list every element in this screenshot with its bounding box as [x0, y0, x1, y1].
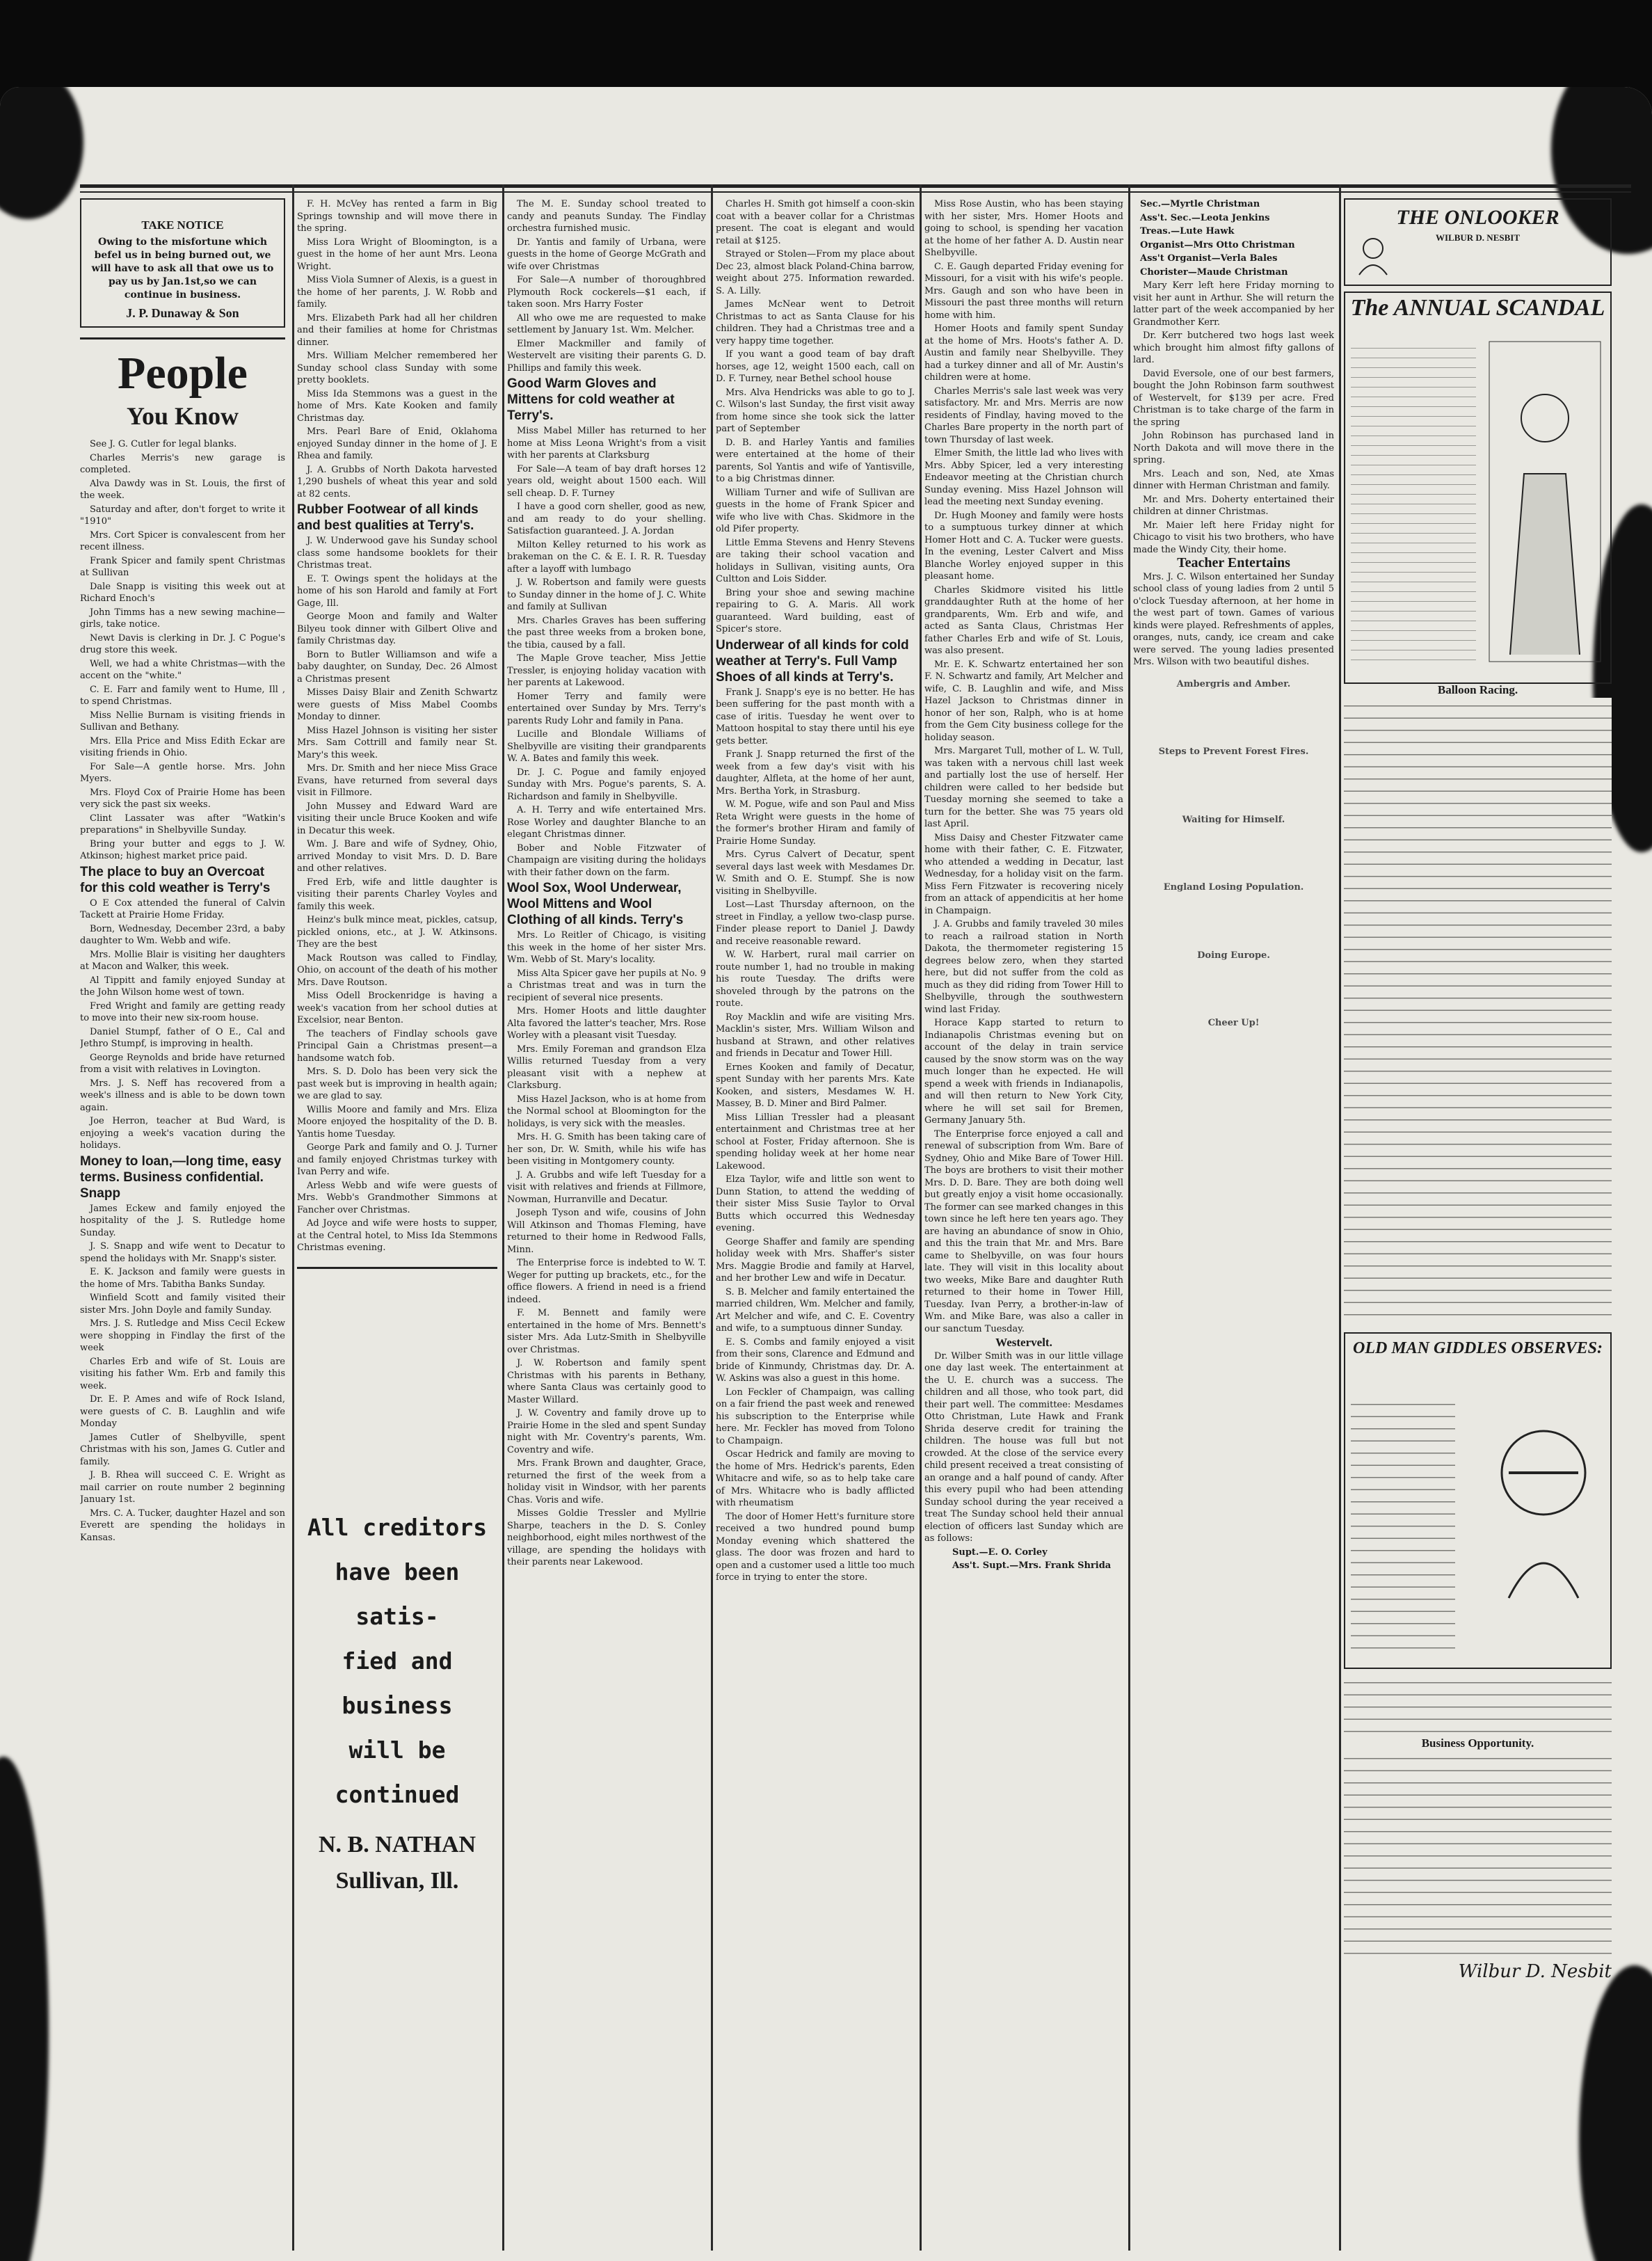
business-heading: Business Opportunity. [1421, 1736, 1534, 1750]
small-heading: Doing Europe. [1197, 950, 1270, 961]
old-man-cartoon-icon [1467, 1389, 1606, 1654]
wool-ad: Wool Sox, Wool Underwear, Wool Mittens and Wool Clothing of all kinds. Terry's [507, 881, 684, 927]
news-item: Mrs. Alva Hendricks was able to go to J. C. Wilson's last Sunday, the first visit away from home since she took sick the latter part of September [716, 387, 915, 434]
news-item: George Park and family and O. J. Turner and family enjoyed Christmas turkey with Ivan Perry and wife. [297, 1142, 497, 1177]
news-item: James Cutler of Shelbyville, spent Christmas with his son, James G. Cutler and family. [80, 1432, 285, 1467]
news-item: Born, Wednesday, December 23rd, a baby daughter to Wm. Webb and wife. [80, 923, 285, 946]
news-item: Frank J. Snapp returned the first of the week from a few day's visit with his daughter, Alfleta, at the home of her aunt, Mrs. Bertha York, in Strasburg. [716, 749, 915, 797]
news-item: John Mussey and Edward Ward are visiting their uncle Bruce Kooken and wife in Decatur this week. [297, 801, 497, 836]
news-item: Miss Ida Stemmons was a guest in the home of Mrs. Kate Kooken and family Christmas day. [297, 388, 497, 424]
news-item: The Maple Grove teacher, Miss Jettie Tressler, is enjoying holiday vacation with her parents at Lakewood. [507, 653, 706, 688]
news-item: Frank Spicer and family spent Christmas at Sullivan [80, 555, 285, 578]
news-item: Mrs. Ella Price and Miss Edith Eckar are visiting friends in Ohio. [80, 735, 285, 758]
news-item: Mr. E. K. Schwartz entertained her son F. N. Schwartz and family, Art Melcher and wife, C. B. Laughlin and wife, and Miss Hazel Jackson to Christmas dinner in honor of her son, Ralph, who is at home from the Gem City business college for the holiday season. [924, 659, 1123, 743]
column-7 [1344, 198, 1612, 2251]
officer-line: Chorister—Maude Christman [1140, 266, 1288, 278]
people-list-2 [80, 897, 285, 1152]
officer-line: Sec.—Myrtle Christman [1140, 199, 1260, 209]
news-item: O E Cox attended the funeral of Calvin Tackett at Prairie Home Friday. [80, 897, 285, 920]
news-item: Dale Snapp is visiting this week out at Richard Enoch's [80, 581, 285, 604]
officer-line: Treas.—Lute Hawk [1140, 226, 1235, 237]
notice-signature: J. P. Dunaway & Son [126, 305, 239, 320]
news-item: Alva Dawdy was in St. Louis, the first of the week. [80, 478, 285, 501]
news-item: Miss Nellie Burnam is visiting friends in Sullivan and Bethany. [80, 710, 285, 733]
col2-list-2 [297, 535, 497, 1254]
news-item: Mrs. Elizabeth Park had all her children and their families at home for Christmas dinner. [297, 312, 497, 348]
news-item: Charles Merris's sale last week was very satisfactory. Mr. and Mrs. Merris are now residents of Findlay, having moved to the Charles Bare property in the north part of town Thursday of last week. [924, 385, 1123, 445]
scandal-illustration-icon [1482, 335, 1607, 669]
people-subtitle: You Know [126, 402, 239, 430]
news-item: Mrs. J. S. Rutledge and Miss Cecil Eckew were shopping in Findlay the first of the week [80, 1318, 285, 1353]
news-item: Mrs. Frank Brown and daughter, Grace, returned the first of the week from a holiday visit in Windsor, with her parents Chas. Voris and wife. [507, 1458, 706, 1505]
officer-line: Ass't. Sec.—Leota Jenkins [1140, 212, 1270, 223]
news-item: Mrs. H. G. Smith has been taking care of her son, Dr. W. Smith, while his wife has been visiting in Montgomery county. [507, 1132, 706, 1167]
news-item: Willis Moore and family and Mrs. Eliza Moore enjoyed the hospitality of the D. B. Yantis home Tuesday. [297, 1104, 497, 1140]
news-item: W. W. Harbert, rural mail carrier on route number 1, had no trouble in making his route Tuesday. The drifts were shoveled through by the patrons on the route. [716, 950, 915, 1009]
news-item: Homer Terry and family were entertained over Sunday by Mrs. Terry's parents Rudy Lohr and family in Pana. [507, 691, 706, 726]
news-item: For Sale—A number of thoroughbred Plymouth Rock cockerels—$1 each, if taken soon. Mrs Harry Foster [507, 275, 706, 310]
giddles-title: OLD MAN GIDDLES OBSERVES: [1353, 1339, 1603, 1357]
creditors-name: N. B. NATHAN [318, 1831, 476, 1857]
news-item: Mrs. Charles Graves has been suffering the past three weeks from a broken bone, the tibia, caused by a fall. [507, 615, 706, 650]
news-item: Ernes Kooken and family of Decatur, spent Sunday with her parents Mrs. Kate Kooken, and sisters, Mesdames W. H. Massey, B. D. Miner and Bird Palmer. [716, 1062, 915, 1109]
news-item: Mrs. C. A. Tucker, daughter Hazel and son Everett are spending the holidays in Kansas. [80, 1508, 285, 1543]
news-item: Misses Goldie Tressler and Myllrie Sharpe, teachers in the D. S. Conley neighborhood, eight miles northwest of the village, are spending the holidays with their parents near Lakewood. [507, 1508, 706, 1567]
news-item: Mrs. Leach and son, Ned, ate Xmas dinner with Herman Christman and family. [1133, 468, 1334, 491]
news-item: Mary Kerr left here Friday morning to visit her aunt in Arthur. She will return the latter part of the week accompanied by her Grandmother Kerr. [1133, 280, 1334, 328]
news-item: J. W. Coventry and family drove up to Prairie Home in the sled and spent Sunday night with Mr. Coventry's parents, Wm. Coventry and wife. [507, 1408, 706, 1455]
news-item: W. M. Pogue, wife and son Paul and Miss Reta Wright were guests in the home of the former's brother Hiram and family of Prairie Home Sunday. [716, 799, 915, 847]
creditors-ad [297, 1505, 497, 1896]
news-item: Mr. and Mrs. Doherty entertained their children at dinner Christmas. [1133, 494, 1334, 517]
news-item: Mrs. William Melcher remembered her Sunday school class Sunday with some pretty booklets. [297, 351, 497, 385]
news-item: Elmer Mackmiller and family of Westervelt are visiting their parents G. D. Phillips and family this week. [507, 338, 706, 374]
news-item: The teachers of Findlay schools gave Principal Gain a Christmas present—a handsome watch fob. [297, 1028, 497, 1064]
column-6 [1133, 198, 1334, 2251]
news-item: Fred Erb, wife and little daughter is visiting their parents Charley Voyles and family this week. [297, 877, 497, 912]
news-item: Dr. Kerr butchered two hogs last week which brought him almost fifty gallons of lard. [1133, 330, 1334, 365]
officer-line: Organist—Mrs Otto Christman [1140, 239, 1295, 250]
people-list-3 [80, 1203, 285, 1544]
news-item: J. S. Snapp and wife went to Decatur to spend the holidays with Mr. Snapp's sister. [80, 1241, 285, 1264]
news-item: Elmer Smith, the little lad who lives with Mrs. Abby Spicer, led a very interesting Endeavor meeting at the Christian church Sunday evening. Miss Hazel Johnson will lead the meeting next Sunday evening. [924, 448, 1123, 507]
news-item: The Enterprise force is indebted to W. T. Weger for putting up brackets, etc., for the office flowers. A friend in need is a friend indeed. [507, 1258, 706, 1305]
westervelt-text: Dr. Wilber Smith was in our little village one day last week. The entertainment at the U. E. church was a success. The children and all those, who took part, did their part well. The committee: Mesdames Otto Christman, Lute Hawk and Frank Shrida deserve credit for training the children. The house was full but not crowded. At the close of the service every child present received a treat consisting of an orange and a half pound of candy. After this every pupil who had been attending Sunday school during the year received a treat The Sunday school held their annual election of officers last Sunday which are as follows: [924, 1350, 1123, 1544]
news-item: For Sale—A team of bay draft horses 12 years old, weight about 1500 each. Will sell cheap. D. F. Turney [507, 463, 706, 499]
news-item: Lost—Last Thursday afternoon, on the street in Findlay, a yellow two-clasp purse. Finder please report to Daniel J. Dawdy and receive reasonable reward. [716, 900, 915, 947]
news-item: Roy Macklin and wife are visiting Mrs. Macklin's sister, Mrs. William Wilson and husband at Strawn, and other relatives and friends in Decatur and Tower Hill. [716, 1012, 915, 1059]
news-item: Dr. Yantis and family of Urbana, were guests in the home of George McGrath and wife over Christmas [507, 237, 706, 272]
westervelt-heading: Westervelt. [995, 1336, 1052, 1349]
news-item: Miss Daisy and Chester Fitzwater came home with their father, C. E. Fitzwater, who attended a wedding in Decatur, last Wednesday, for a holiday visit on the farm. Miss Fern Fitzwater is recovering nicely from an attack of appendicitis at her home in Champaign. [924, 832, 1123, 916]
money-ad: Money to loan,—long time, easy terms. Business confidential. Snapp [80, 1153, 282, 1201]
small-heading: Waiting for Himself. [1182, 814, 1285, 825]
news-item: A. H. Terry and wife entertained Mrs. Rose Worley and daughter Blanche to an elegant Christmas dinner. [507, 805, 706, 840]
small-heading: Cheer Up! [1208, 1018, 1260, 1028]
teacher-heading: Teacher Entertains [1177, 555, 1290, 570]
news-item: Mrs. Homer Hoots and little daughter Alta favored the latter's teacher, Mrs. Rose Worley with a pleasant visit Tuesday. [507, 1006, 706, 1041]
column-3 [507, 198, 706, 2251]
news-item: Lucille and Blondale Williams of Shelbyville are visiting their grandparents W. A. Bates and family this week. [507, 729, 706, 764]
news-item: Elza Taylor, wife and little son went to Dunn Station, to attend the wedding of their sister Miss Susie Taylor to Orval Butts which occurred this Wednesday evening. [716, 1174, 915, 1233]
news-item: Mrs. J. S. Neff has recovered from a week's illness and is able to be down town again. [80, 1078, 285, 1113]
news-item: Ad Joyce and wife were hosts to supper, at the Central hotel, to Miss Ida Stemmons Christmas evening. [297, 1218, 497, 1253]
small-heading: Ambergris and Amber. [1176, 678, 1291, 689]
news-item: Bring your shoe and sewing machine repairing to G. A. Maris. All work guaranteed. Ward building, east of Spicer's store. [716, 587, 915, 634]
news-item: Miss Hazel Johnson is visiting her sister Mrs. Sam Cottrill and family near St. Mary's this week. [297, 725, 497, 760]
news-item: Charles Erb and wife of St. Louis are visiting his father Wm. Erb and family this week. [80, 1356, 285, 1391]
news-item: See J. G. Cutler for legal blanks. [90, 439, 237, 449]
creditors-place: Sullivan, Ill. [335, 1867, 459, 1894]
take-notice-box [80, 198, 285, 328]
news-item: David Eversole, one of our best farmers, bought the John Robinson farm southwest of Westervelt, for $139 per acre. Fred Christman is to take charge of the farm in the spring [1133, 368, 1334, 428]
news-item: Dr. J. C. Pogue and family enjoyed Sunday with Mrs. Pogue's parents, S. A. Richardson and family in Shelbyville. [507, 767, 706, 802]
news-item: Joe Herron, teacher at Bud Ward, is enjoying a week's vacation during the holidays. [80, 1116, 285, 1151]
news-item: Daniel Stumpf, father of O E., Cal and Jethro Stumpf, is improving in health. [80, 1026, 285, 1049]
news-item: Heinz's bulk mince meat, pickles, catsup, pickled onions, etc., at J. W. Atkinsons. They are the best [297, 915, 497, 950]
news-item: Mrs. Pearl Bare of Enid, Oklahoma enjoyed Sunday dinner in the home of J. E Rhea and family. [297, 426, 497, 461]
teacher-text: Mrs. J. C. Wilson entertained her Sunday school class of young ladies from 2 until 5 o'clock Tuesday afternoon, at her home in the west part of town. Games of various kinds were played. Refreshments of apples, oranges, nuts, candy, ice cream and cake were served. The young ladies presented Mrs. Wilson with two beautiful dishes. [1133, 571, 1334, 667]
news-item: Homer Hoots and family spent Sunday at the home of Mrs. Hoots's father A. D. Austin and family near Shelbyville. They had a turkey dinner and all of Mr. Austin's children were at home. [924, 323, 1123, 383]
people-list [80, 438, 285, 863]
news-item: Wm. J. Bare and wife of Sydney, Ohio, arrived Monday to visit Mrs. D. D. Bare and other relatives. [297, 839, 497, 874]
creditors-line: will be continued [335, 1736, 460, 1808]
news-item: J. W. Underwood gave his Sunday school class some handsome booklets for their Christmas treat. [297, 536, 497, 570]
news-item: Charles Merris's new garage is completed. [80, 452, 285, 475]
news-item: Miss Alta Spicer gave her pupils at No. 9 a Christmas treat and was in turn the recipient of several nice presents. [507, 968, 706, 1003]
news-item: Horace Kapp started to return to Indianapolis Christmas evening but on account of the delay in train service caused by the snow storm was on the way much longer than he expected. He will spend a week with friends in Indianapolis, and will then return to New York City, where he will set sail for Bremen, Germany January 5th. [924, 1018, 1123, 1126]
officer-line: Ass't. Supt.—Mrs. Frank Shrida [952, 1560, 1112, 1571]
rubber-ad: Rubber Footwear of all kinds and best qualities at Terry's. [297, 502, 479, 533]
news-item: James McNear went to Detroit Christmas to act as Santa Clause for his children. They had a Christmas tree and a very happy time together. [716, 299, 915, 346]
news-item: Mrs. Cort Spicer is convalescent from her recent illness. [80, 529, 285, 552]
overcoat-ad: The place to buy an Overcoat for this cold weather is Terry's [80, 864, 271, 895]
news-item: J. W. Robertson and family were guests to Sunday dinner in the home of J. C. White and family at Sullivan [507, 577, 706, 612]
news-item: Little Emma Stevens and Henry Stevens are taking their school vacation and holidays in Sullivan, visiting aunts, Ora Cultton and Lois Sidder. [716, 537, 915, 584]
news-item: Mrs. Cyrus Calvert of Decatur, spent several days last week with Mesdames Dr. W. Smith and O. E. Stumpf. She is now visiting in Shelbyville. [716, 849, 915, 897]
news-item: J. A. Grubbs and wife left Tuesday for a visit with relatives and friends at Fillmore, Nowman, Hurranville and Decatur. [507, 1169, 706, 1205]
newspaper-page [0, 87, 1652, 2261]
news-item: F. H. McVey has rented a farm in Big Springs township and will move there in the spring. [297, 199, 497, 234]
news-item: Bober and Noble Fitzwater of Champaign are visiting during the holidays with their father down on the farm. [507, 842, 706, 878]
column-4 [716, 198, 915, 2251]
news-item: C. E. Farr and family went to Hume, Ill , to spend Christmas. [80, 684, 285, 707]
news-item: Mrs. Floyd Cox of Prairie Home has been very sick the past six weeks. [80, 787, 285, 810]
news-item: I have a good corn sheller, good as new, and am ready to do your shelling. Satisfaction guaranteed. J. A. Jordan [507, 502, 706, 536]
news-item: Mrs. Margaret Tull, mother of L. W. Tull, was taken with a nervous chill last week and partially lost the use of herself. Her children were called to her bedside but Tuesday morning she seemed to take a turn for the better. She was 75 years old last April. [924, 746, 1123, 829]
news-item: John Robinson has purchased land in North Dakota and will move there in the spring. [1133, 431, 1334, 465]
news-item: Born to Butler Williamson and wife a baby daughter, on Sunday, Dec. 26 Almost a Christmas present [297, 649, 497, 685]
giddles-box [1344, 1332, 1612, 1669]
ballooning-heading: Balloon Racing. [1437, 683, 1518, 696]
news-item: The Enterprise force enjoyed a call and renewal of subscription from Wm. Bare of Sydney, Ohio and Mike Bare of Tower Hill. The boys are brothers to visit their mother Mrs. D. D. Bare. They are both doing well but greatly enjoy a visit home occasionally. The former can see marked changes in this town since he left here ten years ago. They are having an abundance of snow in Ohio, and this the train that Mr. and Mrs. Bare came to Shelbyville, on was four hours late. They will visit in this locality about two weeks, Mike Bare and daughter Ruth returned to their home in Tower Hill, Tuesday. Ivan Perry, a brother-in-law of Wm. and Mike Bare, was also a caller in our sanctum Tuesday. [924, 1128, 1123, 1334]
news-item: Joseph Tyson and wife, cousins of John Will Atkinson and Thomas Fleming, have returned to their home in Redwood Falls, Minn. [507, 1208, 706, 1255]
news-item: Lon Feckler of Champaign, was calling on a fair friend the past week and renewed his subscription to the Enterprise while here. Mr. Feckler has moved from Tolono to Champaign. [716, 1387, 915, 1446]
news-item: Miss Viola Sumner of Alexis, is a guest in the home of her parents, J. W. Robb and family. [297, 275, 497, 310]
news-item: For Sale—A gentle horse. Mrs. John Myers. [80, 761, 285, 784]
news-item: J. W. Robertson and family spent Christmas with his parents in Bethany, where Santa Claus was certainly good to Master Willard. [507, 1358, 706, 1405]
news-item: Mr. Maier left here Friday night for Chicago to visit his two brothers, who have made the Windy City, their home. [1133, 520, 1334, 555]
news-item: Fred Wright and family are getting ready to move into their new six-room house. [80, 1000, 285, 1023]
news-item: Saturday and after, don't forget to write it "1910" [80, 504, 285, 527]
news-item: Al Tippitt and family enjoyed Sunday at the John Wilson home west of town. [80, 975, 285, 998]
news-item: E. K. Jackson and family were guests in the home of Mrs. Tabitha Banks Sunday. [80, 1267, 285, 1290]
notice-title: TAKE NOTICE [141, 218, 224, 232]
news-item: Frank J. Snapp's eye is no better. He has been suffering for the past month with a case of iritis. Tuesday he went over to Mattoon hospital to stay there until his eye gets better. [716, 687, 915, 746]
news-item: Miss Rose Austin, who has been staying with her sister, Mrs. Homer Hoots and going to school, is spending her vacation at the home of her father A. D. Austin near Shelbyville. [924, 199, 1123, 258]
news-item: Mrs. Lo Reitler of Chicago, is visiting this week in the home of her sister Mrs. Wm. Webb of St. Mary's locality. [507, 930, 706, 965]
news-item: George Moon and family and Walter Bilyeu took dinner with Gilbert Olive and family Christmas day. [297, 612, 497, 646]
nesbit-signature: Wilbur D. Nesbit [1458, 1961, 1612, 1982]
news-item: James Eckew and family enjoyed the hospitality of the J. S. Rutledge home Sunday. [80, 1203, 285, 1238]
news-item: Charles H. Smith got himself a coon-skin coat with a beaver collar for a Christmas present. The coat is elegant and would retail at $125. [716, 199, 915, 246]
news-item: Clint Lassater was after "Watkin's preparations" in Shelbyville Sunday. [80, 813, 285, 836]
onlooker-byline: WILBUR D. NESBIT [1435, 232, 1520, 243]
creditors-line: fied and business [342, 1647, 453, 1719]
onlooker-cartoon-icon [1352, 234, 1415, 276]
column-5 [924, 198, 1123, 2251]
creditors-line: All creditors [307, 1513, 488, 1541]
news-item: Charles Skidmore visited his little granddaughter Ruth at the home of her grandparents, Wm. Erb and wife, and acted as Santa Claus, Christmas Her father Charles Erb and wife of St. Louis, was also present. [924, 584, 1123, 656]
news-item: F. M. Bennett and family were entertained in the home of Mrs. Bennett's sister Mrs. Ada Lutz-Smith in Shelbyville over Christmas. [507, 1308, 706, 1355]
creditors-line: have been satis- [335, 1558, 460, 1630]
news-item: Milton Kelley returned to his work as brakeman on the C. & E. I. R. R. Tuesday after a layoff with lumbago [507, 539, 706, 575]
news-item: Dr. E. P. Ames and wife of Rock Island, were guests of C. B. Laughlin and wife Monday [80, 1394, 285, 1429]
small-heading: England Losing Population. [1163, 882, 1304, 893]
news-item: The M. E. Sunday school treated to candy and peanuts Sunday. The Findlay orchestra furnished music. [507, 199, 706, 234]
news-item: The door of Homer Hett's furniture store received a two hundred pound bump Monday evening which shattered the glass. The door was frozen and hard to open and a customer used a little too much force in trying to enter the store. [716, 1511, 915, 1583]
news-item: Mrs. S. D. Dolo has been very sick the past week but is improving in health again; we are glad to say. [297, 1066, 497, 1101]
news-item: George Shaffer and family are spending holiday week with Mrs. Shaffer's sister Mrs. Maggie Brodie and family at Harvel, and her brother Lew and wife in Decatur. [716, 1236, 915, 1284]
news-item: Dr. Hugh Mooney and family were hosts to a sumptuous turkey dinner at which Homer Hott and C. A. Tucker were guests. In the evening, Lester Calvert and Miss Blanche Worley enjoyed supper in this pleasant home. [924, 510, 1123, 582]
news-item: John Timms has a new sewing machine—girls, take notice. [80, 607, 285, 630]
news-item: Miss Mabel Miller has returned to her home at Miss Leona Wright's from a visit with her parents at Clarksburg [507, 426, 706, 461]
news-item: Mrs. Emily Foreman and grandson Elza Willis returned Tuesday from a very pleasant visit with a nephew at Clarksburg. [507, 1044, 706, 1091]
news-item: Miss Hazel Jackson, who is at home from the Normal school at Bloomington for the holidays, is very sick with the measles. [507, 1094, 706, 1129]
onlooker-masthead [1344, 198, 1612, 286]
news-item: Mrs. Mollie Blair is visiting her daughters at Macon and Walker, this week. [80, 949, 285, 972]
annual-scandal-title: The ANNUAL SCANDAL [1350, 295, 1605, 321]
news-item: J. A. Grubbs of North Dakota harvested 1,290 bushels of wheat this year and sold at 82 cents. [297, 464, 497, 500]
news-item: S. B. Melcher and family entertained the married children, Wm. Melcher and family, Art Melcher and wife, and C. E. Coventry and wife, to a sumptuous dinner Sunday. [716, 1286, 915, 1334]
news-item: Winfield Scott and family visited their sister Mrs. John Doyle and family Sunday. [80, 1293, 285, 1316]
news-item: Miss Lora Wright of Bloomington, is a guest in the home of her aunt Mrs. Leona Wright. [297, 237, 497, 272]
news-item: J. A. Grubbs and family traveled 30 miles to reach a railroad station in North Dakota, the thermometer registering 15 degrees below zero, when they started here, but did not suffer from the cold as much as they did riding from Tower Hill to Shelbyville, through the southwestern wind last Friday. [924, 919, 1123, 1015]
news-item: Misses Daisy Blair and Zenith Schwartz were guests of Miss Mabel Coombs Monday to dinner. [297, 687, 497, 722]
news-item: Miss Odell Brockenridge is having a week's vacation from her school duties at Excelsior, near Benton. [297, 991, 497, 1025]
news-item: Well, we had a white Christmas—with the accent on the "white." [80, 658, 285, 681]
news-item: Mrs. Dr. Smith and her niece Miss Grace Evans, have returned from several days visit in Fillmore. [297, 763, 497, 798]
news-item: C. E. Gaugh departed Friday evening for Missouri, for a visit with his wife's people. Mrs. Gaugh and son who have been in Missouri the past three months will return home with him. [924, 261, 1123, 321]
column-2 [297, 198, 497, 2251]
small-heading: Steps to Prevent Forest Fires. [1158, 746, 1309, 757]
news-item: William Turner and wife of Sullivan are guests in the home of Frank Spicer and wife who live with Chas. Skidmore in the old Pifer property. [716, 487, 915, 534]
news-item: Strayed or Stolen—From my place about Dec 23, almost black Poland-China barrow, weight about 275. Information rewarded. S. A. Lilly. [716, 249, 915, 296]
news-item: J. B. Rhea will succeed C. E. Wright as mail carrier on route number 2 beginning January 1st. [80, 1470, 285, 1505]
notice-body: Owing to the misfortune which befel us in being burned out, we will have to ask all that owe us to pay us by Jan.1st,so we can continue in business. [91, 236, 274, 301]
news-item: D. B. and Harley Yantis and families were entertained at the home of their parents, Sol Yantis and wife of Yantisville, to a big Christmas dinner. [716, 437, 915, 484]
news-item: Newt Davis is clerking in Dr. J. C Pogue's drug store this week. [80, 632, 285, 655]
underwear-ad: Underwear of all kinds for cold weather at Terry's. Full Vamp Shoes of all kinds at Terry's. [716, 637, 909, 685]
officer-line: Ass't Organist—Verla Bales [1140, 253, 1278, 264]
annual-scandal-box [1344, 291, 1612, 684]
gloves-ad: Good Warm Gloves and Mittens for cold weather at Terry's. [507, 376, 675, 423]
news-item: E. S. Combs and family enjoyed a visit from their sons, Clarence and Edmund and bride of Kinmundy, Christmas day. Dr. A. W. Askins was also a guest in this home. [716, 1336, 915, 1384]
news-item: All who owe me are requested to make settlement by January 1st. Wm. Melcher. [507, 312, 706, 335]
news-item: E. T. Owings spent the holidays at the home of his son Harold and family at Fort Gage, Ill. [297, 573, 497, 609]
people-title: People [118, 348, 248, 399]
news-item: Miss Lillian Tressler had a pleasant entertainment and Christmas tree at her school at Foster, Friday afternoon. She is spending holiday week at her home near Lakewood. [716, 1112, 915, 1172]
col2-list [297, 198, 497, 500]
officer-line: Supt.—E. O. Corley [952, 1547, 1048, 1558]
news-item: If you want a good team of bay draft horses, age 12, weight 1500 each, call on D. F. Turney, near Bethel school house [716, 349, 915, 384]
column-1 [80, 198, 285, 2251]
news-item: Oscar Hedrick and family are moving to the home of Mrs. Hedrick's parents, Eden Whitacre and wife, so as to help take care of Mrs. Whitacre who is badly afflicted with rheumatism [716, 1449, 915, 1508]
onlooker-title: THE ONLOOKER [1396, 206, 1559, 229]
news-item: George Reynolds and bride have returned from a visit with relatives in Lovington. [80, 1052, 285, 1075]
news-item: Mack Routson was called to Findlay, Ohio, on account of the death of his mother Mrs. Dave Routson. [297, 952, 497, 988]
news-item: Arless Webb and wife were guests of Mrs. Webb's Grandmother Simmons at Fancher over Christmas. [297, 1180, 497, 1215]
news-item: Bring your butter and eggs to J. W. Atkinson; highest market price paid. [80, 838, 285, 861]
